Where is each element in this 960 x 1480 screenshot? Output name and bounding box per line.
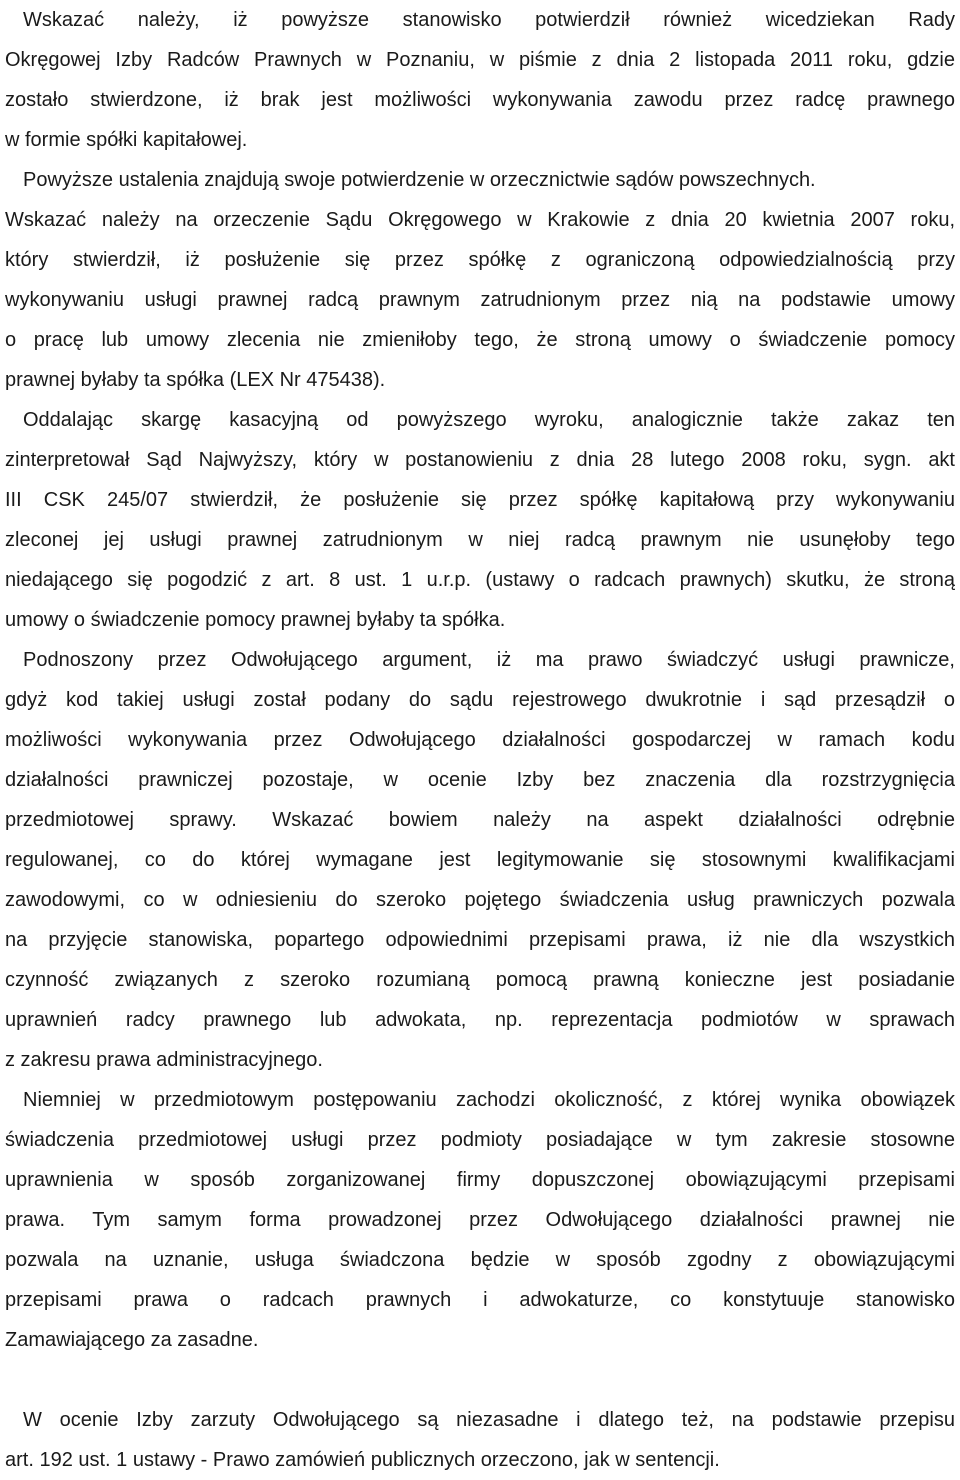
text-line: przepisami prawa o radcach prawnych i adwokaturze, co konstytuuje stanowisko [5,1289,955,1311]
text-line: niedającego się pogodzić z art. 8 ust. 1 u.r.p. (ustawy o radcach prawnych) skutku, że stroną [5,569,955,591]
paragraph-5 [5,1080,955,1360]
text-line: zostało stwierdzone, iż brak jest możliwości wykonywania zawodu przez radcę prawnego [5,89,955,111]
text-line: gdyż kod takiej usługi został podany do sądu rejestrowego dwukrotnie i sąd przesądził o [5,689,955,711]
text-line: świadczenia przedmiotowej usługi przez podmioty posiadające w tym zakresie stosowne [5,1129,955,1151]
text-line: uprawnień radcy prawnego lub adwokata, np. reprezentacja podmiotów w sprawach [5,1009,955,1031]
text-line: z zakresu prawa administracyjnego. [5,1049,323,1071]
text-line: III CSK 245/07 stwierdził, że posłużenie się przez spółkę kapitałową przy wykonywaniu [5,489,955,511]
text-line: zinterpretował Sąd Najwyższy, który w postanowieniu z dnia 28 lutego 2008 roku, sygn. akt [5,449,955,471]
text-line: Wskazać należy, iż powyższe stanowisko potwierdził również wicedziekan Rady [23,9,955,31]
text-line: działalności prawniczej pozostaje, w ocenie Izby bez znaczenia dla rozstrzygnięcia [5,769,955,791]
text-line: czynność związanych z szeroko rozumianą pomocą prawną konieczne jest posiadanie [5,969,955,991]
text-line: art. 192 ust. 1 ustawy - Prawo zamówień publicznych orzeczono, jak w sentencji. [5,1449,720,1471]
text-line: przedmiotowej sprawy. Wskazać bowiem należy na aspekt działalności odrębnie [5,809,955,831]
text-line: możliwości wykonywania przez Odwołującego działalności gospodarczej w ramach kodu [5,729,955,751]
text-line: Oddalając skargę kasacyjną od powyższego wyroku, analogicznie także zakaz ten [23,409,955,431]
paragraph-spacer [5,1360,955,1400]
text-line: uprawnienia w sposób zorganizowanej firmy dopuszczonej obowiązującymi przepisami [5,1169,955,1191]
text-line: prawnej byłaby ta spółka (LEX Nr 475438). [5,369,386,391]
document-page [5,0,955,1480]
paragraph-3 [5,400,955,640]
paragraph-4 [5,640,955,1080]
text-line: umowy o świadczenie pomocy prawnej byłaby ta spółka. [5,609,506,631]
text-line: Okręgowej Izby Radców Prawnych w Poznaniu, w piśmie z dnia 2 listopada 2011 roku, gdzie [5,49,955,71]
text-line: wykonywaniu usługi prawnej radcą prawnym zatrudnionym przez nią na podstawie umowy [5,289,955,311]
text-line: Zamawiającego za zasadne. [5,1329,259,1351]
text-line: zawodowymi, co w odniesieniu do szeroko pojętego świadczenia usług prawniczych pozwala [5,889,955,911]
text-line: Powyższe ustalenia znajdują swoje potwierdzenie w orzecznictwie sądów powszechnych. [23,169,816,191]
paragraph-2 [5,160,955,400]
text-line: na przyjęcie stanowiska, popartego odpowiednimi przepisami prawa, iż nie dla wszystkich [5,929,955,951]
text-line: Niemniej w przedmiotowym postępowaniu zachodzi okoliczność, z której wynika obowiązek [23,1089,955,1111]
text-line: regulowanej, co do której wymagane jest legitymowanie się stosownymi kwalifikacjami [5,849,955,871]
text-line: zleconej jej usługi prawnej zatrudnionym w niej radcą prawnym nie usunęłoby tego [5,529,955,551]
text-line: prawa. Tym samym forma prowadzonej przez Odwołującego działalności prawnej nie [5,1209,955,1231]
text-line: o pracę lub umowy zlecenia nie zmieniłoby tego, że stroną umowy o świadczenie pomocy [5,329,955,351]
paragraph-1 [5,0,955,160]
text-line: W ocenie Izby zarzuty Odwołującego są niezasadne i dlatego też, na podstawie przepisu [23,1409,955,1431]
paragraph-6 [5,1400,955,1480]
text-line: Wskazać należy na orzeczenie Sądu Okręgowego w Krakowie z dnia 20 kwietnia 2007 roku, [5,209,955,231]
text-line: który stwierdził, iż posłużenie się przez spółkę z ograniczoną odpowiedzialnością przy [5,249,955,271]
text-line: Podnoszony przez Odwołującego argument, iż ma prawo świadczyć usługi prawnicze, [23,649,955,671]
text-line: w formie spółki kapitałowej. [5,129,248,151]
text-line: pozwala na uznanie, usługa świadczona będzie w sposób zgodny z obowiązującymi [5,1249,955,1271]
